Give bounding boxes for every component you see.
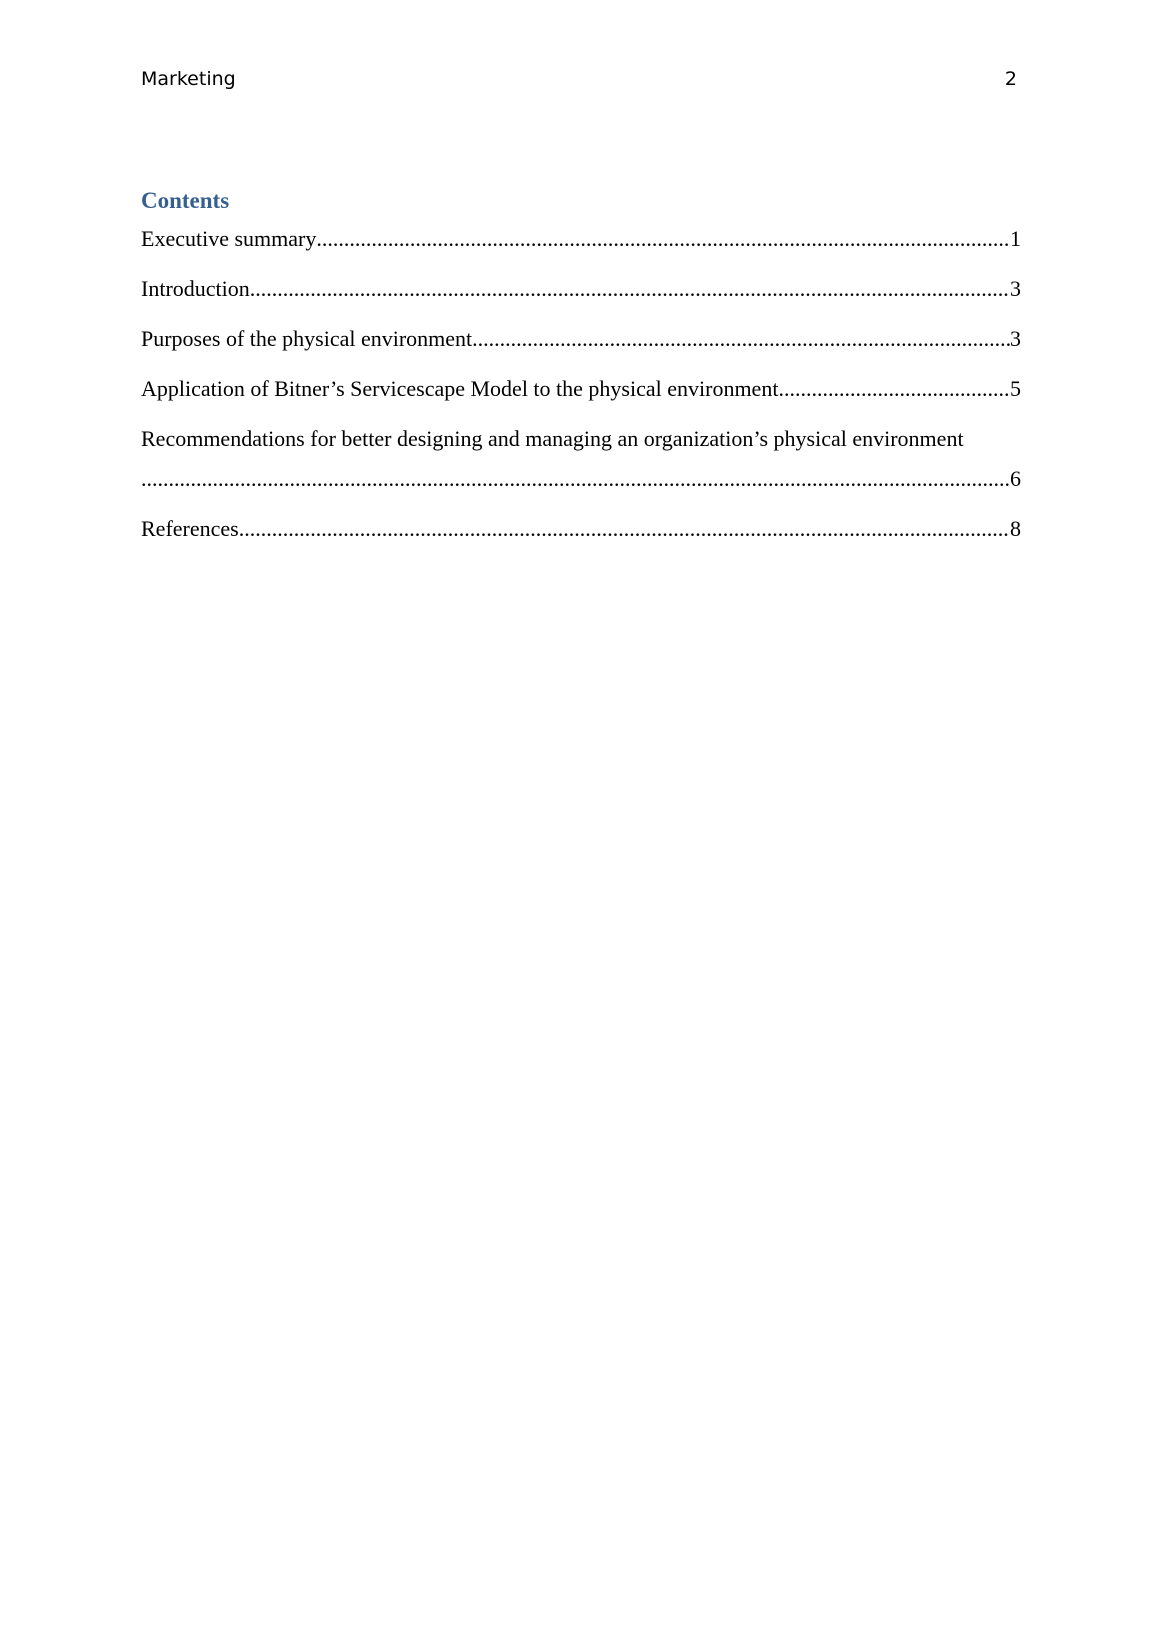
toc-entry-page: 3 xyxy=(1010,276,1021,301)
header-title: Marketing xyxy=(141,68,236,90)
toc-entry-introduction[interactable] xyxy=(141,274,1021,304)
toc-heading: Contents xyxy=(141,188,230,213)
toc-entry-purposes[interactable] xyxy=(141,324,1021,354)
toc-leader-dots xyxy=(316,224,1010,254)
header-page-number: 2 xyxy=(1004,68,1017,90)
toc-leader-dots xyxy=(778,374,1010,404)
toc-entry-page: 1 xyxy=(1010,226,1021,251)
toc-entry-page: 6 xyxy=(1010,466,1021,491)
toc-entry-executive-summary[interactable] xyxy=(141,224,1021,254)
toc-entry-label: Purposes of the physical environment xyxy=(141,326,473,351)
toc-leader-dots xyxy=(472,324,1010,354)
toc-entry-label: References xyxy=(141,516,239,541)
toc-entry-page: 5 xyxy=(1010,376,1021,401)
toc-leader-dots xyxy=(250,274,1010,304)
toc-leader-dots xyxy=(239,514,1010,544)
toc-entry-page: 3 xyxy=(1010,326,1021,351)
toc-entry-label: Introduction xyxy=(141,276,250,301)
page-header xyxy=(141,68,1017,96)
toc-entry-page: 8 xyxy=(1010,516,1021,541)
table-of-contents xyxy=(141,186,1021,564)
toc-entry-application[interactable] xyxy=(141,374,1021,404)
toc-entry-references[interactable] xyxy=(141,514,1021,544)
toc-entry-recommendations[interactable] xyxy=(141,424,1021,494)
toc-entry-label: Recommendations for better designing and managing an organization’s physical environment xyxy=(141,426,964,451)
toc-entry-label: Executive summary xyxy=(141,226,317,251)
toc-leader-dots xyxy=(141,464,1010,494)
toc-entry-label: Application of Bitner’s Servicescape Model to the physical environment xyxy=(141,376,779,401)
toc-leader-row xyxy=(141,464,1021,494)
